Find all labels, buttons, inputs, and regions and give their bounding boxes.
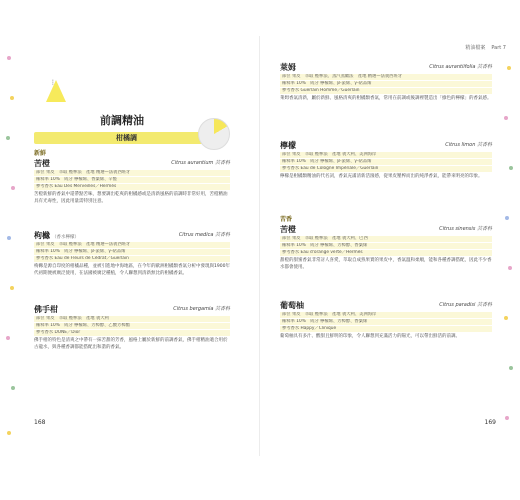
floral-border-right: [502, 36, 516, 456]
oil-name: 萊姆: [280, 63, 296, 72]
note-tag: 柑橘調: [116, 134, 137, 142]
latin-name: Citrus sinensis 芸香科: [439, 226, 492, 232]
oil-description: 苦橙新鮮的香氣中還帶點苦味，想要調出乾爽的柑橘感或是清新風格的前調時非常好用，苦橙精油具有光毒性，因此用量需特別注意。: [34, 192, 228, 204]
oil-description: 佛手柑的特色是清爽之中帶有一抹苦甜的芳香，風格上屬於新鮮的前調香氣，佛手柑精油適合用於古龍水，與各種香調都能搭配出和諧的香氣。: [34, 338, 228, 350]
latin-name: Citrus limon 芸香科: [445, 142, 492, 148]
latin-name: Citrus bergamia 芸香科: [173, 306, 230, 312]
oil-entry: [34, 304, 230, 351]
info-row: 稀釋率 10% 成分 檸檬烯、β-蒎烯、γ-萜品烯: [280, 81, 492, 87]
info-row: 部位 果皮 萃取 壓榨法 產地 義大利、美洲海岸: [280, 152, 492, 158]
info-row: 部位 果皮 萃取 壓榨法 產地 義大利、美洲海岸: [280, 312, 492, 318]
oil-description: 枸櫞是源自印度的柑橘品種，並被引進地中海地區，在今年的歐洲柑橘類香氣分析中發現與1900年代初期便被廣泛使用，在法國被廣泛種植，令人聯想到清新無比的柑橘香氣。: [34, 264, 230, 276]
info-row: 稀釋率 10% 成分 檸檬烯、香葉烯、辛醛: [34, 177, 230, 183]
left-page: [4, 36, 260, 456]
category-label: 苦香: [280, 216, 293, 223]
latin-name: Citrus paradisi 芸香科: [439, 302, 492, 308]
info-row: 稀釋率 10% 成分 檸檬烯、芳樟醇、香葉烯: [280, 243, 492, 249]
info-row: 稀釋率 10% 成分 檸檬烯、β-蒎烯、γ-萜品烯: [280, 159, 492, 165]
info-row: 稀釋率 10% 成分 檸檬烯、芳樟醇、香葉烯: [280, 319, 492, 325]
oil-entry: [280, 140, 492, 181]
funnel-icon: [46, 80, 66, 102]
info-row: 參考香水 Happy／Clinique: [280, 326, 492, 332]
oil-entry: [34, 158, 230, 205]
info-row: 參考香水 Eau d'orange verte／Hermès: [280, 250, 492, 256]
oil-entry: [280, 300, 492, 341]
oil-name: 葡萄柚: [280, 301, 304, 310]
latin-name: Citrus aurantium 芸香科: [171, 160, 230, 166]
info-row: 部位 果皮 萃取 壓榨法 產地 精選—法義西班牙: [34, 170, 230, 176]
info-row: 參考香水 Eau de Cologne Impériale／Guerlain: [280, 166, 492, 172]
running-header: 精油檔案 Part 7: [465, 45, 506, 51]
oil-name: 苦橙: [280, 225, 296, 234]
book-spread: [4, 36, 516, 456]
scent-wheel-icon: [198, 118, 230, 150]
note-tag-bar: [34, 132, 214, 144]
info-row: 部位 果皮 萃取 壓榨法、蒸汽蒸餾法 產地 精選—法義西班牙: [280, 74, 492, 80]
info-row: 參考香水 Eau de Fleurs de Cédrat／Guerlain: [34, 256, 230, 262]
oil-entry: [280, 224, 492, 271]
oil-description: 萊姆香氣清新，屬於新鮮、風格清爽的柑橘類香氣，常用在前調或後調裡製造出「綠色的檸檬」的香氣感。: [280, 96, 492, 101]
info-row: 參考香水 Guerlain Homme／Guerlain: [280, 88, 492, 94]
info-row: 參考香水 Eau Des Merveilles／Hermès: [34, 184, 230, 190]
category-label: 新鮮: [34, 150, 47, 157]
dots-icon: ⋮: [50, 79, 56, 86]
page-title: 前調精油: [100, 114, 144, 127]
oil-name: 檸檬: [280, 141, 296, 150]
page-number: 168: [34, 419, 46, 426]
info-row: 部位 果皮 萃取 壓榨法 產地 義大利、巴西: [280, 236, 492, 242]
floral-border-left: [4, 36, 18, 456]
oil-name: 佛手柑: [34, 305, 58, 314]
page-number: 169: [484, 419, 496, 426]
info-row: 稀釋率 10% 成分 檸檬烯、β-蒎烯、γ-萜品烯: [34, 249, 230, 255]
oil-description: 檸檬是柑橘類精油的代名詞，香氣充滿清新活潑感，從果皮壓榨而出的純淨香氣，能帶來明亮的印象。: [280, 174, 483, 179]
oil-name: 枸櫞 （香水檸檬）: [34, 231, 79, 240]
oil-description: 葡萄柚具有多汁、酸甜且鮮明的印象，令人聯想到充滿活力的陽光，可以帶出鮮活的前調。: [280, 334, 460, 339]
right-page: [260, 36, 516, 456]
latin-name: Citrus medica 芸香科: [178, 232, 230, 238]
oil-name: 苦橙: [34, 159, 50, 168]
info-row: 稀釋率 10% 成分 檸檬烯、芳樟醇、乙酸芳樟酯: [34, 323, 230, 329]
oil-entry: [34, 230, 230, 277]
oil-entry: [280, 62, 492, 103]
info-row: 參考香水 DUNE／Dior: [34, 330, 230, 336]
info-row: 部位 果皮 萃取 壓榨法 產地 義大利: [34, 316, 230, 322]
info-row: 部位 果皮 萃取 壓榨法 產地 精選—法義西班牙: [34, 242, 230, 248]
oil-description: 甜橙的甜蜜香氣非常討人喜愛，萃取自成熟果實的果皮中，香氣溫和柔順，能和各種香調搭配，因此不少香水都會使用。: [280, 258, 492, 270]
latin-name: Citrus aurantiifolia 芸香科: [429, 64, 492, 70]
